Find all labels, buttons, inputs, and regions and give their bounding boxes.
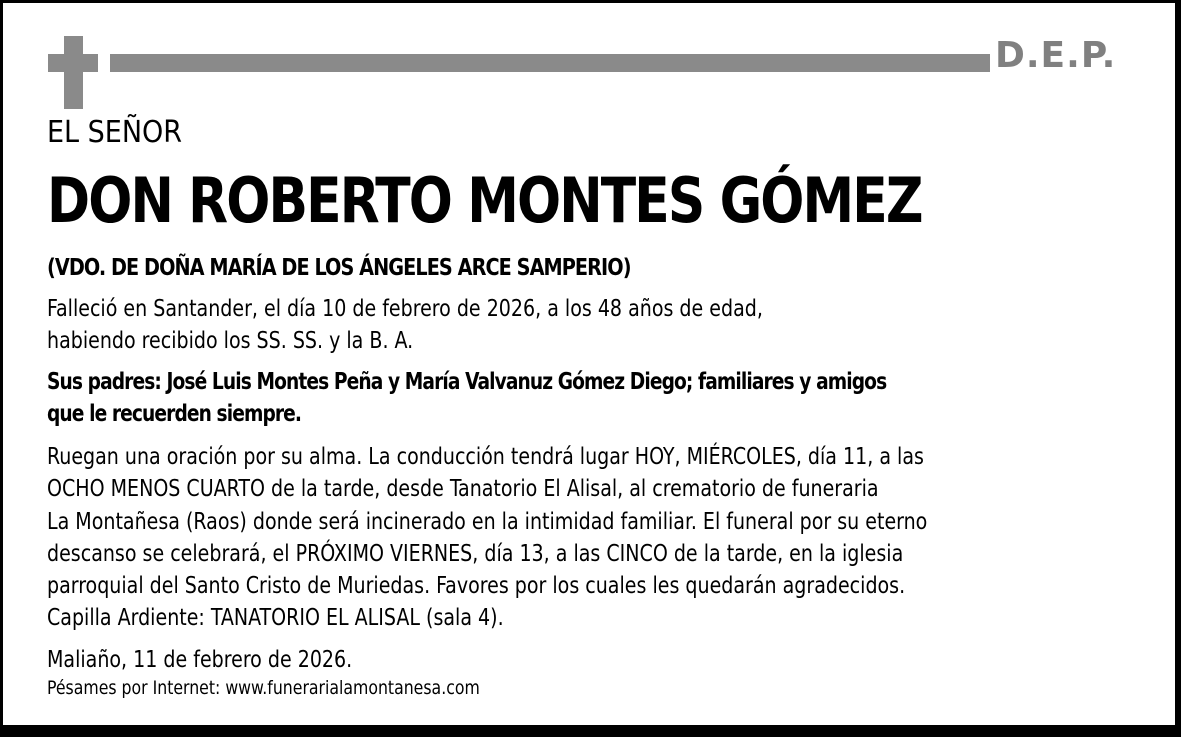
title-prefix: EL SEÑOR: [47, 115, 183, 150]
service-line: Capilla Ardiente: TANATORIO EL ALISAL (sala 4).: [47, 605, 504, 631]
service-line: OCHO MENOS CUARTO de la tarde, desde Tanatorio El Alisal, al crematorio de funeraria: [47, 476, 879, 502]
service-line: descanso se celebrará, el PRÓXIMO VIERNES, día 13, a las CINCO de la tarde, en la iglesia: [47, 541, 904, 567]
deceased-name: DON ROBERTO MONTES GÓMEZ: [47, 164, 922, 237]
widower-of: (VDO. DE DOÑA MARÍA DE LOS ÁNGELES ARCE SAMPERIO): [47, 255, 631, 281]
service-line: Ruegan una oración por su alma. La conducción tendrá lugar HOY, MIÉRCOLES, día 11, a las: [47, 444, 924, 470]
condolences-link: Pésames por Internet: www.funerarialamontanesa.com: [47, 677, 480, 699]
service-line: La Montañesa (Raos) donde será incinerado en la intimidad familiar. El funeral por su eterno: [47, 509, 928, 535]
service-line: parroquial del Santo Cristo de Muriedas. Favores por los cuales les quedarán agradecidos.: [47, 573, 906, 599]
cross-icon: [64, 36, 83, 109]
header-rule: [110, 54, 990, 72]
dep-label: D.E.P.: [995, 35, 1117, 76]
family-line: que le recuerden siempre.: [47, 401, 302, 427]
death-info-line: habiendo recibido los SS. SS. y la B. A.: [47, 328, 414, 354]
death-info-line: Falleció en Santander, el día 10 de febrero de 2026, a los 48 años de edad,: [47, 296, 763, 322]
family-line: Sus padres: José Luis Montes Peña y María Valvanuz Gómez Diego; familiares y amigos: [47, 369, 887, 395]
place-date: Maliaño, 11 de febrero de 2026.: [47, 647, 353, 673]
cross-icon-bar: [48, 54, 98, 72]
